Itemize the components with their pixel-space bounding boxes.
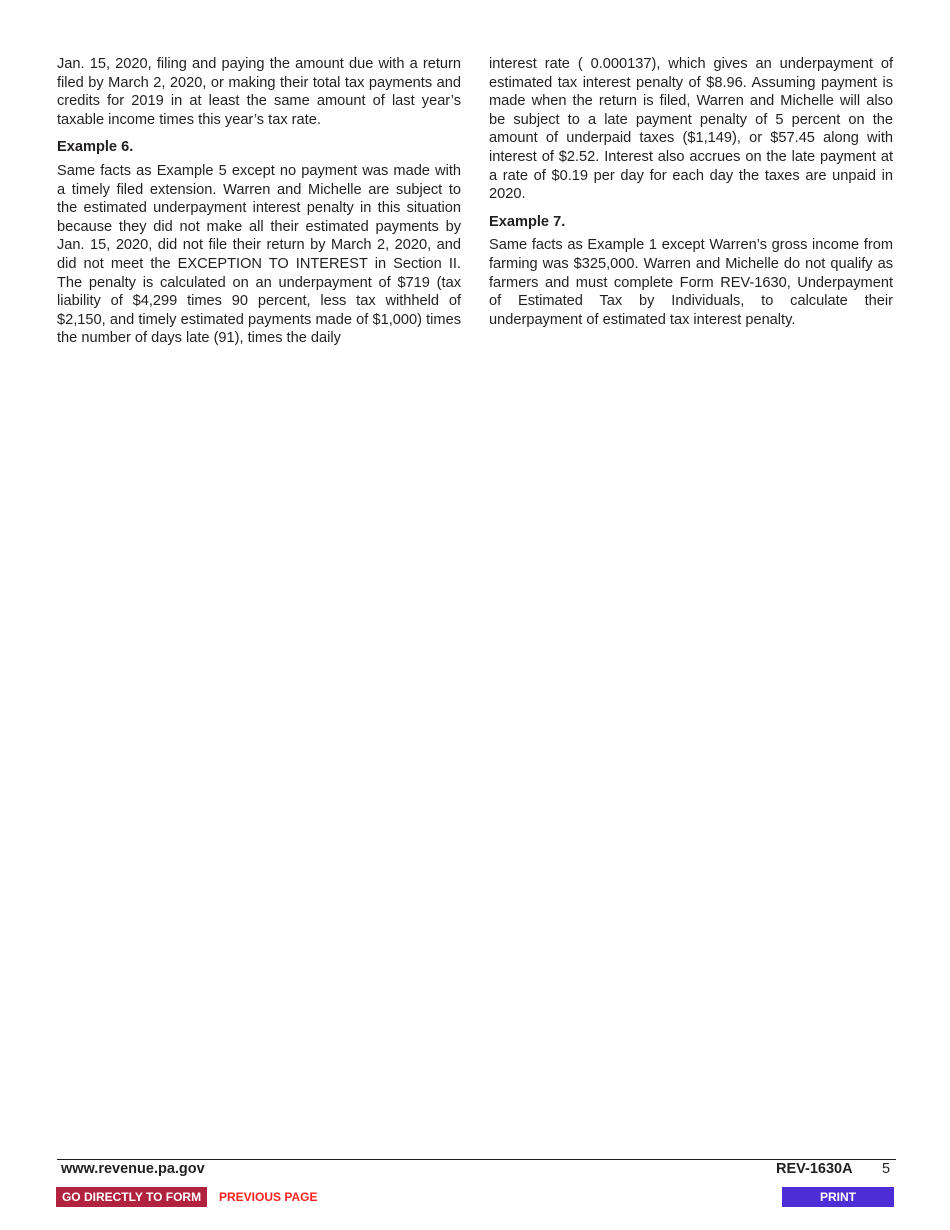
example-7-heading: Example 7. [489,213,566,230]
go-directly-to-form-button[interactable]: GO DIRECTLY TO FORM [56,1187,207,1207]
left-column [57,55,461,348]
right-column [489,55,893,329]
intro-paragraph: Jan. 15, 2020, filing and paying the amount due with a return filed by March 2, 2020, or making their total tax payments and credits for 2019 in at least the same amount of last year’s taxable income times this year’s tax rate. [57,56,461,128]
example-6-heading: Example 6. [57,139,134,156]
page-number: 5 [882,1161,891,1177]
website-url: www.revenue.pa.gov [61,1161,205,1177]
form-id: REV-1630A [776,1161,853,1177]
example-7-paragraph: Same facts as Example 1 except Warren’s gross income from farming was $325,000. Warren and Michelle do not qualify as farmers and must complete Form REV-1630, Underpayment of Estimated Tax by Individuals, to calculate their underpayment of estimated tax interest penalty. [489,237,893,328]
footer-divider [57,1159,896,1160]
continuation-paragraph: interest rate ( 0.000137), which gives an underpayment of estimated tax interest penalty of $8.96. Assuming payment is made when the return is filed, Warren and Michelle will also be subject to a late payment penalty of 5 percent on the amount of underpaid taxes ($1,149), or $57.45 along with interest of $2.52. Interest also accrues on the late payment at a rate of $0.19 per day for each day the taxes are unpaid in 2020. [489,56,893,203]
example-6-paragraph: Same facts as Example 5 except no payment was made with a timely filed extension. Warren and Michelle are subject to the estimated underpayment interest penalty in this situation because they did not make all their estimated payments by Jan. 15, 2020, did not file their return by March 2, 2020, and did not meet the EXCEPTION TO INTEREST in Section II. The penalty is calculated on an underpayment of $719 (tax liability of $4,299 times 90 percent, less tax withheld of $2,150, and timely estimated payments made of $1,000) times the number of days late (91), times the daily [57,162,461,347]
print-button[interactable]: PRINT [782,1187,894,1207]
previous-page-link[interactable]: PREVIOUS PAGE [219,1190,318,1204]
